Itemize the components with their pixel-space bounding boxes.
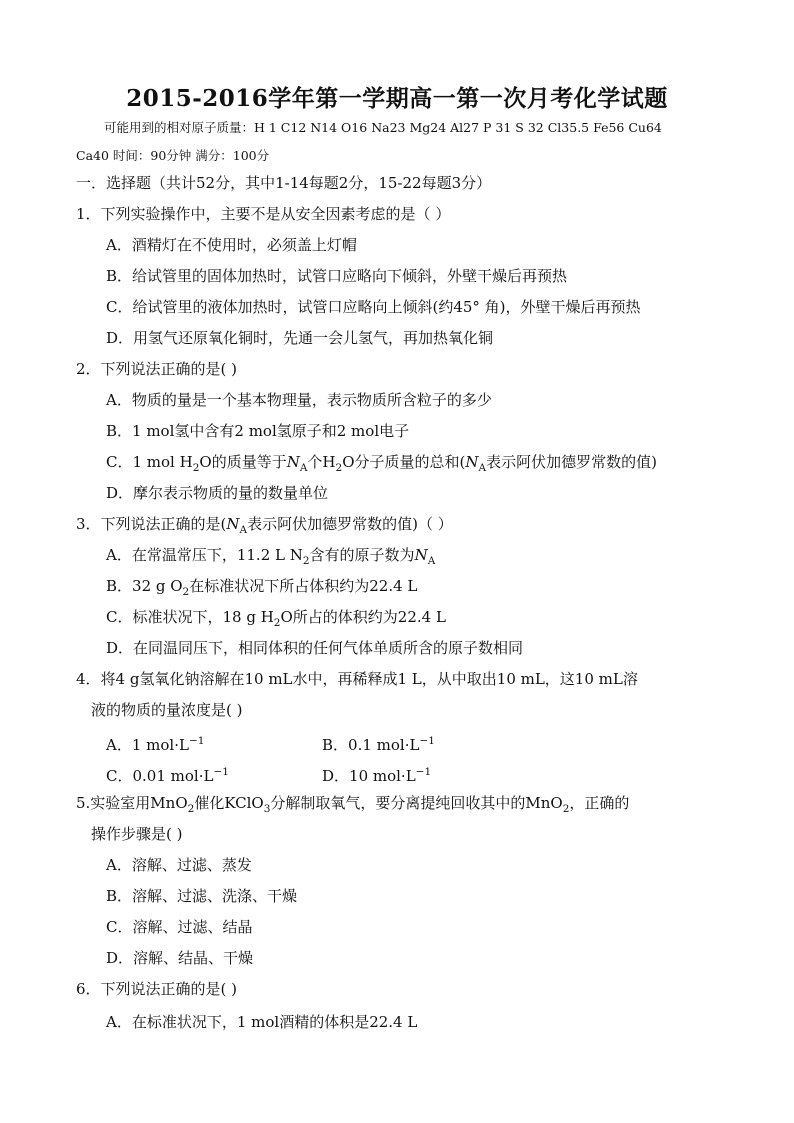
question-2-stem: 2．下列说法正确的是( ) — [76, 360, 238, 378]
question-2-option-b: B．1 mol氢中含有2 mol氢原子和2 mol电子 — [106, 422, 410, 440]
question-5-option-a: A．溶解、过滤、蒸发 — [106, 856, 252, 874]
question-3-option-a: A．在常温常压下，11.2 L $N_2$含有的原子数为$N_A$ — [106, 546, 436, 567]
question-6-stem: 6．下列说法正确的是( ) — [76, 980, 238, 998]
question-3-option-d: D．在同温同压下，相同体积的任何气体单质所含的原子数相同 — [106, 639, 524, 657]
question-1-option-c: C．给试管里的液体加热时，试管口应略向上倾斜(约45° 角)，外壁干燥后再预热 — [106, 298, 641, 316]
question-6-option-a: A．在标准状况下，1 mol酒精的体积是22.4 L — [106, 1013, 418, 1031]
question-5-stem-line-1: 5.实验室用MnO$_2$催化KClO$_3$分解制取氧气，要分离提纯回收其中的MnO$_2$，正确的 — [76, 794, 630, 815]
atomic-masses-line-2: Ca40 时间：90分钟 满分：100分 — [76, 148, 270, 163]
question-4-option-b: B．0.1 $mol\cdot L^{-1}$ — [322, 735, 435, 754]
question-1-stem: 1．下列实验操作中，主要不是从安全因素考虑的是（ ） — [76, 205, 451, 223]
question-2-option-d: D．摩尔表示物质的量的数量单位 — [106, 484, 329, 502]
section-heading: 一．选择题（共计52分，其中1-14每题2分，15-22每题3分） — [76, 174, 492, 192]
question-5-option-b: B．溶解、过滤、洗涤、干燥 — [106, 887, 298, 905]
exam-title: 2015-2016学年第一学期高一第一次月考化学试题 — [126, 85, 668, 112]
question-3-stem: 3．下列说法正确的是($N_A$表示阿伏加德罗常数的值)（ ） — [76, 515, 453, 536]
question-3-option-c: C．标准状况下，18 g $H_2O$所占的体积约为22.4 L — [106, 608, 446, 629]
question-3-option-b: B．32 g $O_2$在标准状况下所占体积约为22.4 L — [106, 577, 418, 598]
question-4-option-c: C．0.01 $mol\cdot L^{-1}$ — [106, 766, 229, 785]
question-5-stem-line-2: 操作步骤是( ) — [91, 825, 183, 843]
question-4-option-d: D．10 $mol\cdot L^{-1}$ — [322, 766, 432, 785]
question-4-stem-line-2: 液的物质的量浓度是( ) — [91, 701, 243, 719]
question-1-option-d: D．用氢气还原氧化铜时，先通一会儿氢气，再加热氧化铜 — [106, 329, 494, 347]
question-4-option-a: A．1 $mol\cdot L^{-1}$ — [106, 735, 205, 754]
question-1-option-a: A．酒精灯在不使用时，必须盖上灯帽 — [106, 236, 357, 254]
question-4-stem-line-1: 4．将4 g氢氧化钠溶解在10 mL水中，再稀释成1 L，从中取出10 mL，这10 mL溶 — [76, 670, 638, 688]
question-5-option-c: C．溶解、过滤、结晶 — [106, 918, 253, 936]
question-5-option-d: D．溶解、结晶、干燥 — [106, 949, 254, 967]
question-2-option-a: A．物质的量是一个基本物理量，表示物质所含粒子的多少 — [106, 391, 492, 409]
question-2-option-c: C．1 mol $H_2O$的质量等于$N_A$个$H_2O$分子质量的总和($N_A$表示阿伏加德罗常数的值) — [106, 453, 657, 474]
question-1-option-b: B．给试管里的固体加热时，试管口应略向下倾斜，外壁干燥后再预热 — [106, 267, 568, 285]
atomic-masses-line-1: 可能用到的相对原子质量：H 1 C12 N14 O16 Na23 Mg24 Al27 P 31 S 32 Cl35.5 Fe56 Cu64 — [104, 120, 662, 135]
